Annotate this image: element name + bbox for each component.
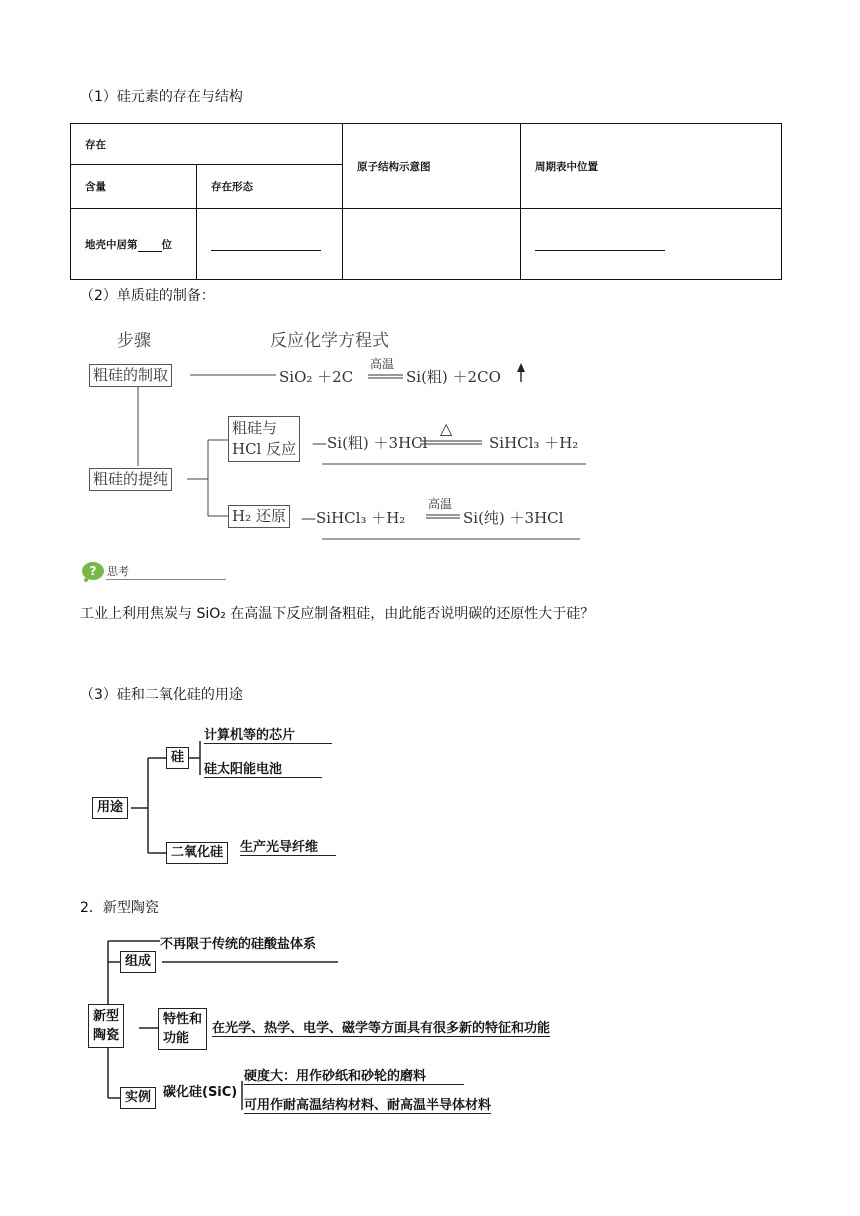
si-use-chip: 计算机等的芯片 [204, 724, 332, 744]
ceramics-root-line2: 陶瓷 [93, 1028, 120, 1043]
sub-h2-reduction: H₂ 还原 [228, 505, 290, 528]
col-equation: 反应化学方程式 [270, 331, 389, 351]
property-line2: 功能 [163, 1031, 190, 1046]
eq2-condition: △ [440, 419, 453, 438]
eq2-right: SiHCl₃ ＋H₂ [489, 434, 579, 452]
example-use-abrasive: 硬度大：用作砂纸和砂轮的磨料 [244, 1065, 464, 1085]
sub-hcl-line2: HCl 反应 [232, 440, 297, 458]
eq1-condition: 高温 [370, 357, 395, 371]
section3-heading: （3）硅和二氧化硅的用途 [80, 687, 243, 703]
content-suffix: 位 [161, 238, 172, 251]
composition-text: 不再限于传统的硅酸盐体系 [160, 937, 317, 952]
eq3-left: —SiHCl₃ ＋H₂ [301, 509, 406, 527]
eq1-left: SiO₂ ＋2C [279, 368, 354, 386]
step-crude-silicon: 粗硅的制取 [89, 364, 172, 387]
property-text: 在光学、热学、电学、磁学等方面具有很多新的特征和功能 [212, 1017, 550, 1037]
property-line1: 特性和 [163, 1012, 203, 1027]
svg-text:?: ? [89, 564, 97, 578]
sio2-use-fiber: 生产光导纤维 [240, 836, 336, 856]
section1-heading: （1）硅元素的存在与结构 [80, 89, 243, 105]
example-use-material: 可用作耐高温结构材料、耐高温半导体材料 [244, 1094, 491, 1114]
header-content: 含量 [71, 165, 197, 209]
header-existence: 存在 [71, 124, 343, 165]
content-prefix: 地壳中居第 [85, 238, 138, 251]
eq3-condition: 高温 [428, 497, 453, 511]
step-purification: 粗硅的提纯 [89, 468, 172, 491]
si-use-solar: 硅太阳能电池 [204, 758, 322, 778]
col-steps: 步骤 [117, 331, 151, 351]
ceramics-example: 实例 [120, 1087, 156, 1109]
think-question: 工业上利用焦炭与 SiO₂ 在高温下反应制备粗硅，由此能否说明碳的还原性大于硅？ [80, 606, 595, 622]
ceramics-composition: 组成 [120, 951, 156, 973]
section4-heading: 2．新型陶瓷 [80, 900, 159, 916]
example-name: 碳化硅(SiC) [163, 1085, 238, 1100]
uses-sio2: 二氧化硅 [166, 842, 228, 864]
header-structure: 原子结构示意图 [343, 124, 521, 209]
ceramics-property [158, 1008, 207, 1050]
ceramics-root [88, 1004, 124, 1048]
eq3-right: Si(纯) ＋3HCl [463, 509, 564, 527]
header-position: 周期表中位置 [521, 124, 782, 209]
think-label: 思考 [107, 565, 129, 578]
uses-root: 用途 [92, 797, 128, 819]
ceramics-root-line1: 新型 [93, 1009, 120, 1024]
sub-hcl-line1: 粗硅与 [232, 419, 278, 437]
section2-heading: （2）单质硅的制备： [80, 288, 215, 304]
header-form: 存在形态 [197, 165, 343, 209]
eq1-right: Si(粗) ＋2CO [406, 368, 501, 386]
eq2-left: —Si(粗) ＋3HCl [312, 434, 428, 452]
uses-silicon: 硅 [166, 747, 189, 769]
